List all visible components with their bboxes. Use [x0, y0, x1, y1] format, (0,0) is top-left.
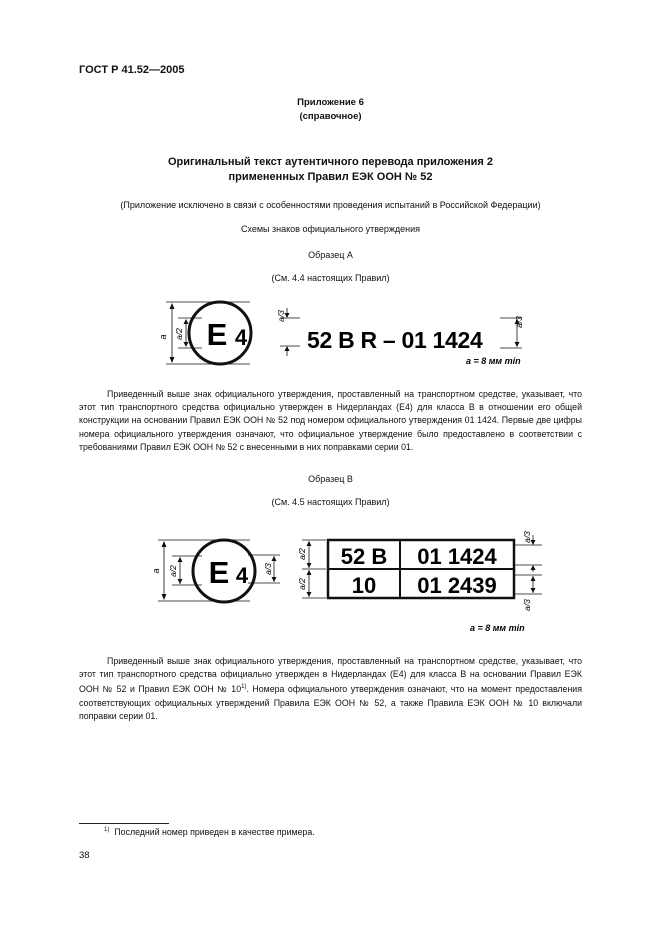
footnote-ref: 1): [241, 684, 247, 691]
footnote-divider: [79, 823, 169, 824]
dim-row1-label: a/2: [297, 548, 307, 560]
approval-mark-b: [150, 525, 550, 640]
footnote-text: Последний номер приведен в качестве примера.: [114, 827, 315, 837]
dim-a3-bottom-label: a/3: [522, 599, 532, 611]
table-cell-r1c1: 52 B: [340, 544, 388, 569]
sample-a-reference: (См. 4.4 настоящих Правил): [271, 273, 390, 283]
circle-number: 4: [235, 563, 249, 588]
sample-b-reference: (См. 4.5 настоящих Правил): [271, 497, 390, 507]
dim-a3-circle-label: a/3: [263, 563, 273, 575]
dim-a3-left-label: a/3: [276, 310, 286, 322]
approval-mark-a: [150, 292, 550, 372]
dim-a-label: a: [158, 334, 168, 340]
circle-letter: E: [208, 555, 230, 590]
title-line-2: примененных Правил ЕЭК ООН № 52: [228, 171, 433, 183]
circle-letter: E: [206, 317, 228, 352]
page-number: 38: [79, 850, 90, 861]
table-cell-r2c1: 10: [351, 573, 377, 598]
size-note-a: a = 8 мм min: [466, 356, 521, 366]
dim-a2-label: a/2: [168, 565, 178, 577]
circle-number: 4: [234, 325, 248, 350]
approval-number-a: 52 B R – 01 1424: [307, 327, 483, 353]
schemes-heading: Схемы знаков официального утверждения: [240, 224, 421, 234]
dim-row2-label: a/2: [297, 578, 307, 590]
sample-b-label: Образец В: [308, 474, 353, 484]
footnote-marker: 1): [104, 827, 110, 833]
size-note-b: a = 8 мм min: [470, 623, 525, 633]
title-line-1: Оригинальный текст аутентичного перевода приложения 2: [167, 156, 494, 168]
dim-a-label: a: [151, 568, 161, 574]
table-cell-r1c2: 01 1424: [417, 544, 497, 569]
footnote: [104, 827, 315, 837]
appendix-type: (справочное): [299, 111, 362, 122]
appendix-number: Приложение 6: [297, 97, 364, 108]
document-code: ГОСТ Р 41.52—2005: [79, 64, 185, 76]
page-title: [0, 155, 661, 185]
sample-a-description: Приведенный выше знак официального утверждения, проставленный на транспортном средстве, указывает, что этот тип транспортного средства официально утвержден в Нидерландах (Е4) для класса В в отношении его общей конструкции на основании Правил ЕЭК ООН № 52 под номером официального утверждения 01 1424. Первые две цифры номера официального утверждения означают, что официальное утверждение было предоставлено в соответствии с требованиями Правил ЕЭК ООН № 52 с внесенными в них поправками серии 01.: [79, 389, 582, 452]
exclusion-note: (Приложение исключено в связи с особенностями проведения испытаний в Российской Федерации): [120, 200, 541, 210]
dim-a3-top-label: a/3: [522, 531, 532, 543]
sample-a-label: Образец А: [308, 250, 353, 260]
dim-a3-right-label: a/3: [514, 316, 524, 328]
table-cell-r2c2: 01 2439: [417, 573, 497, 598]
appendix-heading: [0, 96, 661, 124]
sample-b-description: Приведенный выше знак официального утверждения, проставленный на транспортном средстве, указывает, что этот тип транспортного средства официально утвержден в Нидерландах (Е4) для класса В на основании Правил ЕЭК ООН № 52 и Правил ЕЭК ООН № 10$^{1)}$. Номера официального утверждения означают, что на момент предоставления соответствующих официальных утверждений Правила ЕЭК ООН № 52, а также Правила ЕЭК ООН № 10 включали поправки серии 01.: [79, 656, 582, 721]
dim-a2-label: a/2: [174, 328, 184, 340]
